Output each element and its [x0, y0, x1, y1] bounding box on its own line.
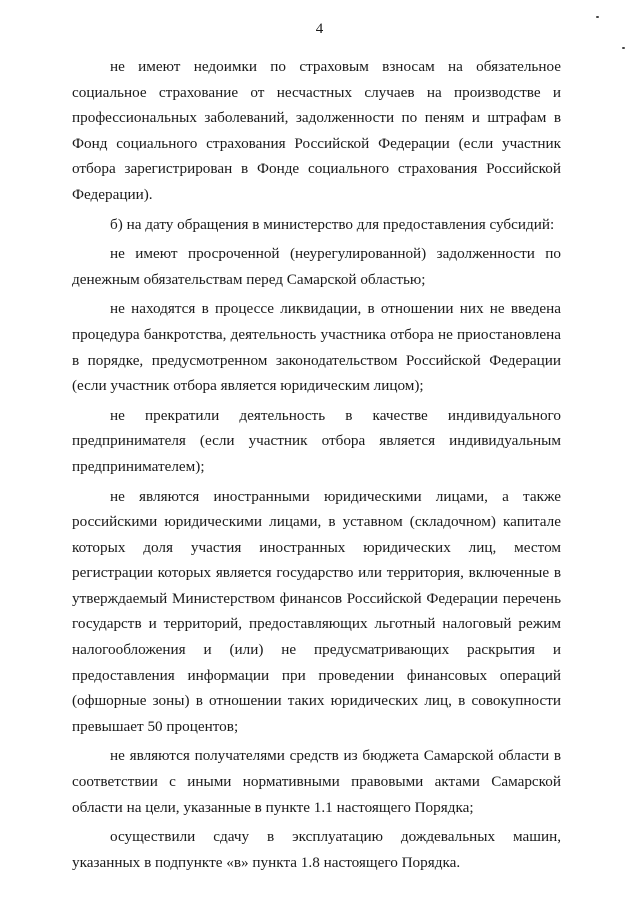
scan-speck — [596, 16, 599, 18]
paragraph-social-insurance-debt: не имеют недоимки по страховым взносам на обязательное социальное страхование от несчастных случаев на производстве и профессиональных заболеваний, задолженности по пеням и штрафам в Фонд социального страхования Российской Федерации (если участник отбора зарегистрирован в Фонде социального страхования Российской Федерации). — [72, 58, 561, 203]
paragraph-entrepreneur-active: не прекратили деятельность в качестве индивидуального предпринимателя (если участник отбора является индивидуальным предпринимателем); — [72, 406, 561, 475]
paragraph-no-overdue-debt: не имеют просроченной (неурегулированной) задолженности по денежным обязательствам перед Самарской областью; — [72, 245, 561, 288]
paragraph-not-budget-recipient: не являются получателями средств из бюджета Самарской области в соответствии с иными нормативными правовыми актами Самарской области на цели, указанные в пункте 1.1 настоящего Порядка; — [72, 747, 561, 816]
paragraph-not-foreign-entity: не являются иностранными юридическими лицами, а также российскими юридическими лицами, в уставном (складочном) капитале которых доля участия иностранных юридических лиц, местом регистрации которых является государство или территория, включенные в утверждаемый Министерством финансов Российской Федерации перечень государств и территорий, предоставляющих льготный налоговый режим налогообложения и (или) не предусматривающих раскрытия и предоставления информации при проведении финансовых операций (офшорные зоны) в отношении таких юридических лиц, в совокупности превышает 50 процентов; — [72, 487, 561, 735]
document-body — [72, 54, 561, 879]
paragraph-irrigation-machines: осуществили сдачу в эксплуатацию дождевальных машин, указанных в подпункте «в» пункта 1.8 настоящего Порядка. — [72, 828, 561, 871]
page-number: 4 — [315, 21, 324, 37]
scan-speck — [622, 47, 625, 49]
paragraph-application-date: б) на дату обращения в министерство для предоставления субсидий: — [110, 215, 555, 233]
paragraph-no-liquidation: не находятся в процессе ликвидации, в отношении них не введена процедура банкротства, деятельность участника отбора не приостановлена в порядке, предусмотренном законодательством Российской Федерации (если участник отбора является юридическим лицом); — [72, 300, 561, 395]
